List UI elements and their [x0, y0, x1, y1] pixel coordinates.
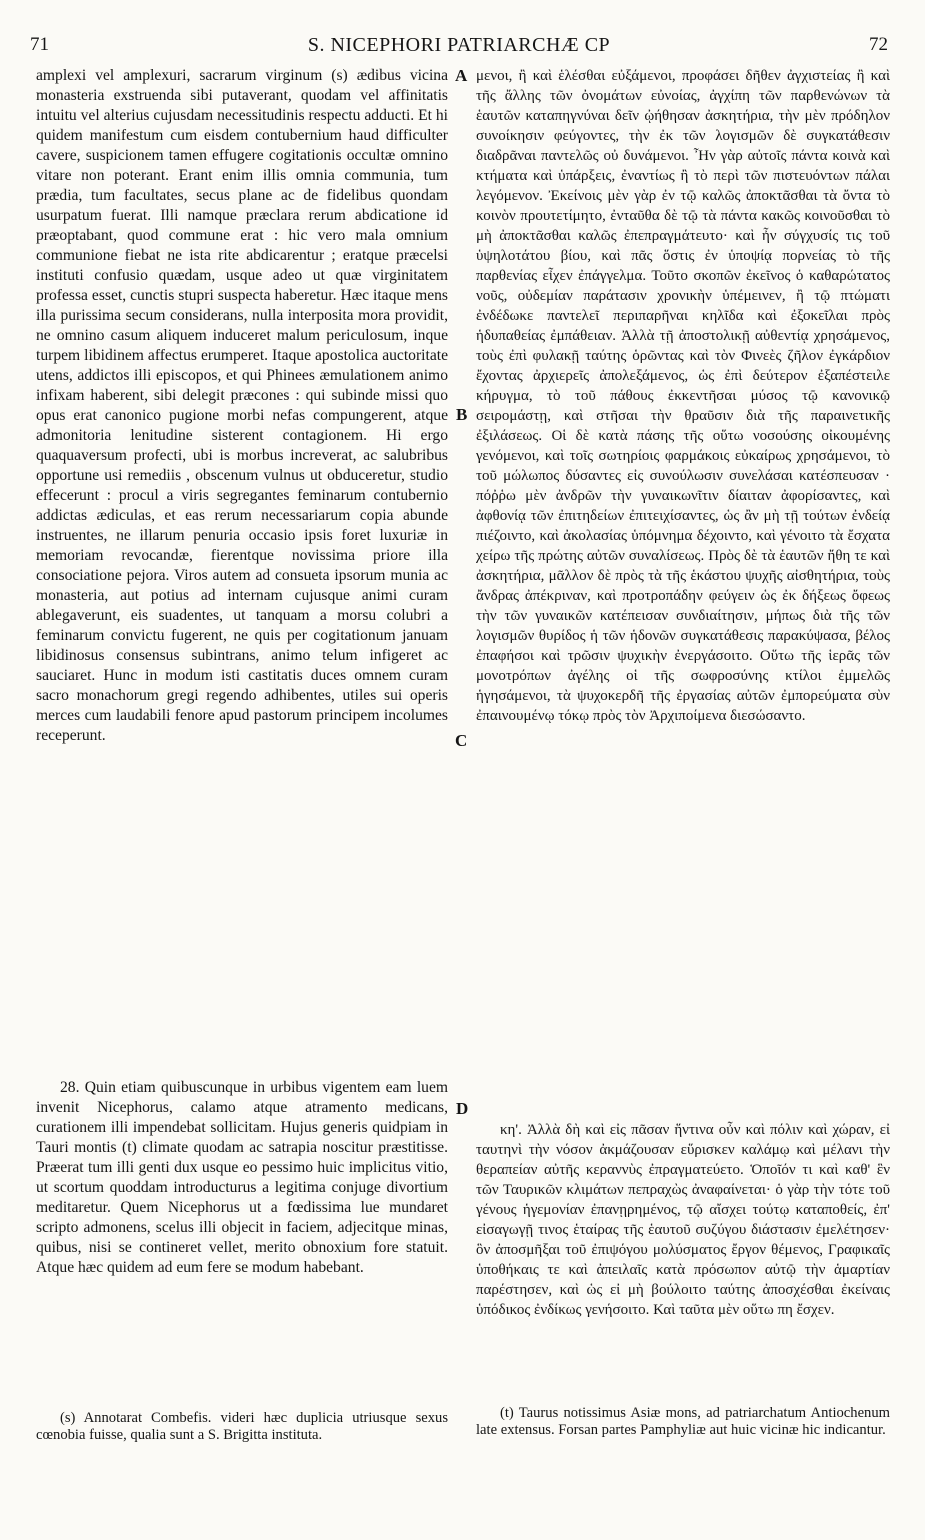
- greek-main-text: [476, 66, 890, 726]
- greek-section-28-text: κη'. Ἀλλὰ δὴ καὶ εἰς πᾶσαν ἥντινα οὖν καὶ πόλιν καὶ χώραν, εἰ ταυτηνὶ τὴν νόσον ἀκμάζουσαν εὕρισκεν καλάμῳ καὶ μέλανι τὴν θεραπείαν αὐτῆς κεραννὺς ἐπραγματεύετο. Ὁποῖόν τι καὶ καθ' ἓν τῶν Ταυρικῶν κλιμάτων πεπραχὼς ἀναφαίνεται· ὁ γὰρ τὴν τότε τοῦ γένους ἡγεμονίαν ἐπανῃρημένος, τῷ αἴσχει τούτῳ καταποθείς, ἐπ' εἰσαγωγῇ τινος ἑταίρας τῆς ἑαυτοῦ συζύγου διάστασιν ἐμελέτησεν· ὃν ἀποσμῆξαι τοῦ ἐπιψόγου μολύσματος ἔργον θέμενος, Γραφικαῖς ὑποθήκαις τε καὶ ἀπειλαῖς κατὰ πρόσωπον αὐτῷ τὴν ἁμαρτίαν παρέστησεν, καὶ ὡς εἰ μὴ βούλοιτο ταύτης ἀποσχέσθαι ἐκείναις ὑπόδικος ἐνδίκως γενήσοιτο. Καὶ ταῦτα μὲν οὕτω πη ἔσχεν.: [476, 1122, 890, 1318]
- greek-footnote-text: (t) Taurus notissimus Asiæ mons, ad patriarchatum Antiochenum late extensus. Forsan partes Pamphyliæ aut huic vicinæ hic indicantur.: [476, 1405, 890, 1438]
- latin-section-28-text: 28. Quin etiam quibuscunque in urbibus vigentem eam luem invenit Nicephorus, calamo atque atramento medicans, curationem illi impendebat sollicitam. Hujus generis quidpiam in Tauri montis (t) climate quodam ac satrapia noscitur præstitisse. Præerat tum illi genti dux usque eo pessimo huic implicitus vitio, ut scortum quoddam introducturus a legitima conjuge divortium meditaretur. Quem Nicephorus ut a fœdissima lue mundaret scripto admonens, scelus illi objecit in faciem, adjecitque minas, quibus, nisi se contineret vellet, merito obnoxium fore statuit. Atque hæc quidem ad eum fere se modum habebant.: [36, 1079, 448, 1276]
- margin-letter-b: B: [456, 405, 468, 424]
- greek-paragraph: μενοι, ἢ καὶ ἑλέσθαι εὐξάμενοι, προφάσει δῆθεν ἀγχιστείας ἢ καὶ τῆς ἄλλης τῶν ὀνομάτων εὐνοίας, ἀγχίπη τῶν παρθενώνων τὰ ἑαυτῶν καταπηγνύναι δεῖν ᾠήθησαν ἀσκητήρια, τὴν μὲν πρόδηλον συνοίκησιν φεύγοντες, τὴν ἐκ τῶν λογισμῶν δὲ συγκατάθεσιν διαδρᾶναι παντελῶς οὐ δυνάμενοι. Ἦν γὰρ αὐτοῖς πάντα κοινὰ καὶ κτήματα καὶ ὑπάρξεις, ἐναντίως ἢ τὸ περὶ τῶν πιστευόντων πάλαι λεγόμενον. Ἐκείνοις μὲν γὰρ ἐν τῷ καλῶς ἀποκτᾶσθαι τὰ ὄντα τὸ κοινὸν προυτετίμητο, ἐνταῦθα δὲ τῷ τὰ πάντα κακῶς κοινοῦσθαι τὸ μὴ ἀποκτᾶσθαι καλῶς ἐπεπραγμάτευτο· καὶ ἦν σύγχυσίς τις τοῦ ὑψηλοτάτου βίου, καὶ πᾶς ὅστις ἐν ὑποψίᾳ πορνείας τὸ τῆς παρθενίας εἶχεν ἐπάγγελμα. Τοῦτο σκοπῶν ἐκεῖνος ὁ καθαρώτατος νοῦς, οὐδεμίαν παράτασιν χρονικὴν ὑπέμεινεν, ἢ τῷ πτώματι ἐνδέδωκε παντελεῖ περιπαρῆναι κηλῖδα καὶ ἐξοκεῖλαι πρὸς ἡδυπαθείας ἐμπάθειαν. Ἀλλὰ τῇ ἀποστολικῇ αὐθεντίᾳ χρησάμενος, τοὺς ἐπὶ φυλακῇ ταύτης ὁρῶντας καὶ τὸν Φινεὲς ζῆλον ἐγκάρδιον ἔχοντας ἀρχιερεῖς ἀπολεξάμενος, ὡς ἐπὶ δεύτερον ἐξαπέστειλε κήρυγμα, τὸ τοῦ πάθους ἐκκεντῆσαι μύσος τῷ κανονικῷ σειρομάστῃ, καὶ στῆσαι τὴν θραῦσιν διὰ τῆς παραινετικῆς ἐξιλάσεως. Οἱ δὲ κατὰ πάσης τῆς οὕτω νοσούσης οἰκουμένης γενόμενοι, καὶ τοῖς σωτηρίοις φαρμάκοις εὐκαίρως χρησάμενοι, τὸ τοῦ μώλωπος δύσαντες εἰς συνούλωσιν συνελάσαι κατέσπευσαν · πόῤῥω μὲν ἀνδρῶν τὴν γυναικωνῖτιν δίαιταν ἀφορίσαντες, καὶ ἀφθονίᾳ τῶν ἐπιτηδείων ἐπιτειχίσαντες, ὡς ἂν μὴ τῇ τούτων ἐνδείᾳ πιέζοιντο, καὶ ἀκολασίας ὑπόμνημα δέχοιντο, καὶ γένοιτο τὰ ἔσχατα χείρω τῆς πρώτης αὐτῶν συναλίσεως. Πρὸς δὲ τὰ ἑαυτῶν ἤθη τε καὶ ἀσκητήρια, μᾶλλον δὲ πρὸς τὰ τῆς ἑκάστου ψυχῆς αἰσθητήρια, τοὺς ἄνδρας ἀπέκριναν, καὶ προτροπάδην φεύγειν ὡς ἐκ δήξεως ὄφεως τὴν τῶν γυναικῶν κατέπεισαν συνδιαίτησιν, μήπως διὰ τῆς τῶν λογισμῶν θυρίδος ἡ τῶν ἡδονῶν συγκατάθεσις παρακύψασα, βέλος ἐπαφήσοι καὶ τρῶσιν ψυχικὴν ἐνεργάσοιτο. Οὕτω τῆς ἱερᾶς τῶν μονοτρόπων ἀγέλης οἱ τῆς σωφροσύνης κτίλοι ἐμμελῶς ἡγησάμενοι, τὰ ψυχοκερδῆ τῆς ἐργασίας αὐτῶν ἐμπορεύματα σὺν ἐπαινουμένῳ τόκῳ πρὸς τὸν Ἀρχιποίμενα διεσώσαντο.: [476, 68, 890, 724]
- running-title: S. NICEPHORI PATRIARCHÆ CP: [307, 34, 611, 56]
- latin-footnote-text: (s) Annotarat Combefis. videri hæc duplicia utriusque sexus cœnobia fuisse, qualia sunt a S. Brigitta instituta.: [36, 1410, 448, 1443]
- page-header: [30, 34, 888, 62]
- margin-letter-c: C: [455, 731, 468, 750]
- margin-letter-a: A: [455, 66, 468, 85]
- latin-paragraph: amplexi vel amplexuri, sacrarum virginum (s) ædibus vicina monasteria exstruenda sibi putaverant, quodam vel affinitatis intuitu vel alterius cujusdam necessitudinis respectu adducti. Et hi quidem manifestum cum eisdem contubernium haud difficulter cavere, suspicionem tamen effugere cogitationis occultæ omnino vitare non poterant. Erant enim illis omnia communia, tum prædia, tum facultates, secus plane ac de fidelibus quondam usurpatum fuerat. Illi namque præclara rerum abdicatione id præoptabant, quod commune erat : hic vero mala omnium communione fiebat ne ista rite abdicarentur ; eratque præcelsi instituti confusio quædam, usque adeo ut quæ virginitatem professa esset, cunctis stupri suspecta haberetur. Hæc itaque mens illa purissima secum considerans, nulla interposita mora providit, ne omnino casum aliquem induceret malum periculosum, inque turpem libidinem affectus erumperet. Itaque apostolica auctoritate utens, addictos illi episcopos, et qui Phinees æmulationem animo infixam haberent, sibi delegit præcones : qui subinde missi quo opus erat canonico pugione morbi nefas compungerent, atque admonitoria lenitudine sisterent contagionem. Hi ergo quaquaversum profecti, ubi is morbus increverat, ac salubribus opportune usi remediis , obscenum vulnus ut obduceretur, studio effecerunt : procul a viris segregantes feminarum contubernio addictas ædiculas, et eas rerum necessariarum copia abunde instruentes, ne illarum penuria occasio ipsis foret luxuriæ in memoriam revocandæ, fierentque novissima priore illa consociatione pejora. Viros autem ad consueta ipsorum munia ac monasteria, aut potius ad internam cujusque animi curam ablegaverunt, eis suadentes, ut tanquam a morsu colubri a feminarum convictu fugerent, ne quis per cogitationum januam libidinosus consensus subintrans, animo telum infigeret ac sauciaret. Hunc in modum isti castitatis duces omnem curam sacro monachorum gregi regendo adhibentes, utiles sui operis merces cum laudabili fenore apud pastorum principem incolumes receperunt.: [36, 67, 448, 744]
- latin-main-text: [36, 66, 448, 746]
- margin-letter-d: D: [456, 1099, 469, 1118]
- page-number-left: 71: [30, 34, 49, 55]
- latin-section-28: [36, 1078, 448, 1278]
- greek-section-28: [476, 1120, 890, 1320]
- greek-footnote: [476, 1405, 890, 1438]
- page-number-right: 72: [869, 34, 888, 55]
- latin-footnote: [36, 1410, 448, 1443]
